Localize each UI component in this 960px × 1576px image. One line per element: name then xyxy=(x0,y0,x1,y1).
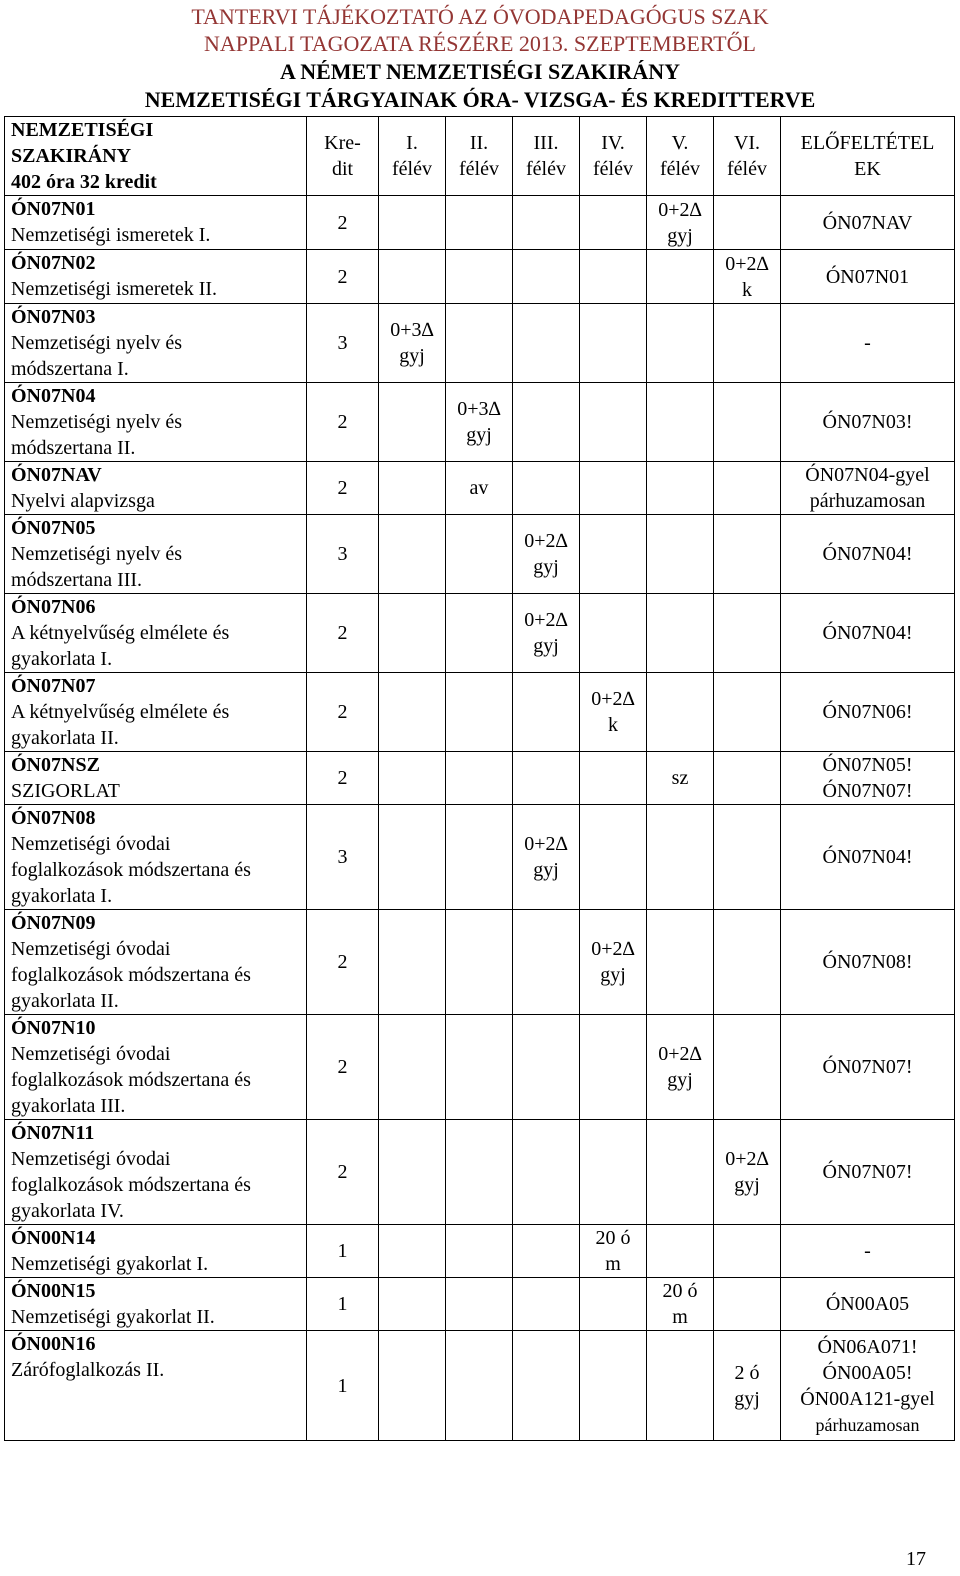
prerequisite-line: ÓN06A071! xyxy=(817,1335,918,1358)
semester-6-cell xyxy=(714,196,781,250)
semester-3-cell xyxy=(513,1015,580,1120)
semester-5-cell xyxy=(647,250,714,304)
kredit-cell: 2 xyxy=(307,383,379,462)
semester-5-cell xyxy=(647,594,714,673)
semester-3-cell xyxy=(513,304,580,383)
semester-5-cell xyxy=(647,1278,714,1331)
semester-2-cell xyxy=(446,910,513,1015)
table-row xyxy=(5,1331,955,1441)
semester-value-line: 0+2∆ xyxy=(725,1148,769,1170)
prerequisite-line: ÓN07N07! xyxy=(822,1161,913,1183)
semester-4-cell xyxy=(580,1015,647,1120)
semester-2-cell xyxy=(446,1015,513,1120)
prerequisite-cell xyxy=(781,304,955,383)
doc-title-line-2: NAPPALI TAGOZATA RÉSZÉRE 2013. SZEPTEMBERTŐL xyxy=(204,31,756,56)
semester-value-line: 0+2∆ xyxy=(658,198,702,221)
semester-4-cell xyxy=(580,752,647,805)
course-name-line: módszertana II. xyxy=(11,437,136,459)
course-code: ÓN07N02 xyxy=(11,252,96,274)
header-kredit-line-1: Kre- xyxy=(324,132,361,154)
prerequisite-cell xyxy=(781,383,955,462)
semester-5-cell xyxy=(647,462,714,515)
semester-value-line: 0+2∆ xyxy=(524,609,568,631)
semester-1-cell xyxy=(379,752,446,805)
header-semester-6 xyxy=(714,117,781,196)
kredit-cell: 2 xyxy=(307,1015,379,1120)
course-name-line: Nemzetiségi óvodai xyxy=(11,938,171,960)
semester-value-line: m xyxy=(672,1306,688,1328)
course-name-line: gyakorlata II. xyxy=(11,727,119,749)
semester-4-cell xyxy=(580,304,647,383)
semester-label: félév xyxy=(727,158,767,180)
course-cell xyxy=(5,515,307,594)
semester-value-line: gyj xyxy=(734,1387,760,1410)
semester-6-cell xyxy=(714,304,781,383)
course-code: ÓN00N15 xyxy=(11,1280,96,1302)
semester-1-cell xyxy=(379,1331,446,1441)
course-cell xyxy=(5,673,307,752)
kredit-cell: 1 xyxy=(307,1278,379,1331)
kredit-cell: 2 xyxy=(307,673,379,752)
semester-value-line: 0+2∆ xyxy=(591,688,635,710)
prerequisite-line: - xyxy=(864,332,871,354)
semester-2-cell xyxy=(446,515,513,594)
kredit-cell: 2 xyxy=(307,1120,379,1225)
semester-1-cell xyxy=(379,805,446,910)
header-kredit-line-2: dit xyxy=(331,158,354,180)
header-kredit-cell xyxy=(307,117,379,196)
semester-1-cell xyxy=(379,594,446,673)
semester-6-cell xyxy=(714,594,781,673)
course-code: ÓN07N03 xyxy=(11,306,96,328)
table-row xyxy=(5,250,955,304)
semester-2-cell xyxy=(446,1120,513,1225)
prerequisite-line: ÓN00A121-gyel xyxy=(800,1387,935,1410)
table-row xyxy=(5,910,955,1015)
semester-5-cell xyxy=(647,1120,714,1225)
semester-3-cell xyxy=(513,1278,580,1331)
prerequisite-line: ÓN07N04! xyxy=(822,622,913,644)
semester-6-cell xyxy=(714,752,781,805)
header-pre-line-2: EK xyxy=(854,158,881,180)
semester-1-cell xyxy=(379,304,446,383)
semester-num: V. xyxy=(671,132,689,154)
semester-6-cell xyxy=(714,515,781,594)
semester-1-cell xyxy=(379,910,446,1015)
prerequisite-line: ÓN07N04-gyel xyxy=(805,464,930,486)
semester-2-cell xyxy=(446,304,513,383)
semester-3-cell xyxy=(513,752,580,805)
semester-num: IV. xyxy=(601,132,625,154)
course-cell xyxy=(5,1331,307,1441)
semester-2-cell xyxy=(446,1331,513,1441)
course-name-line: A kétnyelvűség elmélete és xyxy=(11,622,230,644)
header-semester-5 xyxy=(647,117,714,196)
semester-2-cell xyxy=(446,673,513,752)
semester-3-cell xyxy=(513,515,580,594)
course-name-line: Nemzetiségi ismeretek II. xyxy=(11,278,218,300)
course-name-line: módszertana III. xyxy=(11,569,143,591)
semester-5-cell xyxy=(647,196,714,250)
course-name-line: Nemzetiségi ismeretek I. xyxy=(11,224,211,246)
table-row xyxy=(5,304,955,383)
table-row xyxy=(5,515,955,594)
header-semester-1 xyxy=(379,117,446,196)
prerequisite-line: - xyxy=(864,1240,871,1262)
course-name-line: Nemzetiségi óvodai xyxy=(11,833,171,855)
prerequisite-line: párhuzamosan xyxy=(815,1414,920,1435)
semester-value-line: 0+2∆ xyxy=(658,1043,702,1065)
semester-label: félév xyxy=(459,158,499,180)
prerequisite-line: ÓN00A05 xyxy=(825,1293,910,1315)
course-name-line: foglalkozások módszertana és xyxy=(11,964,251,986)
course-cell xyxy=(5,1015,307,1120)
kredit-cell: 3 xyxy=(307,304,379,383)
semester-4-cell xyxy=(580,1120,647,1225)
header-semester-3 xyxy=(513,117,580,196)
prerequisite-cell xyxy=(781,910,955,1015)
semester-4-cell xyxy=(580,594,647,673)
prerequisite-line: ÓN07N04! xyxy=(822,846,913,868)
semester-1-cell xyxy=(379,1015,446,1120)
course-name-line: Nemzetiségi óvodai xyxy=(11,1148,171,1170)
semester-2-cell xyxy=(446,752,513,805)
course-cell xyxy=(5,196,307,250)
semester-6-cell xyxy=(714,250,781,304)
kredit-cell: 2 xyxy=(307,594,379,673)
semester-3-cell xyxy=(513,462,580,515)
kredit-cell: 3 xyxy=(307,515,379,594)
course-cell xyxy=(5,304,307,383)
semester-3-cell xyxy=(513,594,580,673)
semester-value-line: av xyxy=(469,477,489,499)
table-row xyxy=(5,196,955,250)
semester-2-cell xyxy=(446,250,513,304)
prerequisite-cell xyxy=(781,1120,955,1225)
semester-6-cell xyxy=(714,1225,781,1278)
table-row xyxy=(5,805,955,910)
course-code: ÓN07N01 xyxy=(11,198,96,220)
semester-3-cell xyxy=(513,805,580,910)
semester-value-line: 20 ó xyxy=(595,1227,631,1249)
course-cell xyxy=(5,383,307,462)
course-name-line: Nemzetiségi gyakorlat I. xyxy=(11,1253,209,1275)
table-row xyxy=(5,1120,955,1225)
prerequisite-cell xyxy=(781,673,955,752)
course-name-line: foglalkozások módszertana és xyxy=(11,1174,251,1196)
semester-value-line: gyj xyxy=(734,1174,760,1196)
prerequisite-line: ÓN07N08! xyxy=(822,951,913,973)
prerequisite-line: ÓN07N06! xyxy=(822,701,913,723)
semester-2-cell xyxy=(446,383,513,462)
semester-5-cell xyxy=(647,752,714,805)
table-body xyxy=(5,196,955,1441)
course-cell xyxy=(5,752,307,805)
header-name-line-1: NEMZETISÉGI xyxy=(11,119,154,141)
table-row xyxy=(5,383,955,462)
prerequisite-cell xyxy=(781,752,955,805)
semester-4-cell xyxy=(580,1225,647,1278)
course-cell xyxy=(5,462,307,515)
semester-value-line: gyj xyxy=(399,345,425,367)
semester-value-line: 20 ó xyxy=(662,1280,698,1302)
course-name-line: Nemzetiségi nyelv és xyxy=(11,332,183,354)
semester-value-line: m xyxy=(605,1253,621,1275)
semester-5-cell xyxy=(647,1331,714,1441)
semester-5-cell xyxy=(647,673,714,752)
course-name-line: foglalkozások módszertana és xyxy=(11,859,251,881)
curriculum-table xyxy=(4,116,955,1441)
kredit-cell: 2 xyxy=(307,196,379,250)
semester-5-cell xyxy=(647,910,714,1015)
semester-3-cell xyxy=(513,910,580,1015)
semester-3-cell xyxy=(513,1225,580,1278)
prerequisite-cell xyxy=(781,1225,955,1278)
semester-5-cell xyxy=(647,805,714,910)
prerequisite-line: ÓN07N01 xyxy=(825,265,910,288)
header-semester-4 xyxy=(580,117,647,196)
prerequisite-cell xyxy=(781,594,955,673)
header-prerequisite-cell xyxy=(781,117,955,196)
semester-value-line: gyj xyxy=(466,424,492,446)
semester-2-cell xyxy=(446,196,513,250)
prerequisite-cell xyxy=(781,250,955,304)
semester-6-cell xyxy=(714,805,781,910)
course-name-line: foglalkozások módszertana és xyxy=(11,1069,251,1091)
doc-title-line-1: TANTERVI TÁJÉKOZTATÓ AZ ÓVODAPEDAGÓGUS SZAK xyxy=(191,4,769,29)
semester-6-cell xyxy=(714,1120,781,1225)
prerequisite-line: ÓN07N03! xyxy=(822,411,913,433)
semester-4-cell xyxy=(580,673,647,752)
semester-2-cell xyxy=(446,805,513,910)
semester-1-cell xyxy=(379,673,446,752)
semester-5-cell xyxy=(647,383,714,462)
semester-6-cell xyxy=(714,462,781,515)
course-code: ÓN07N10 xyxy=(11,1017,96,1039)
semester-num: II. xyxy=(469,132,489,154)
header-name-line-3: 402 óra 32 kredit xyxy=(11,171,157,193)
course-code: ÓN07N11 xyxy=(11,1122,95,1144)
doc-title-line-3: A NÉMET NEMZETISÉGI SZAKIRÁNY xyxy=(280,59,680,84)
prerequisite-line: ÓN07N04! xyxy=(822,543,913,565)
semester-4-cell xyxy=(580,805,647,910)
semester-1-cell xyxy=(379,196,446,250)
course-code: ÓN07N08 xyxy=(11,807,96,829)
semester-value-line: 2 ó xyxy=(734,1361,760,1384)
semester-4-cell xyxy=(580,250,647,304)
semester-3-cell xyxy=(513,250,580,304)
semester-num: III. xyxy=(533,132,559,154)
course-name-line: Nyelvi alapvizsga xyxy=(11,490,155,512)
table-row xyxy=(5,1278,955,1331)
semester-6-cell xyxy=(714,1278,781,1331)
prerequisite-line: ÓN07N07! xyxy=(822,780,913,802)
semester-value-line: 0+3∆ xyxy=(457,398,501,420)
course-name-line: módszertana I. xyxy=(11,358,129,380)
course-cell xyxy=(5,805,307,910)
semester-5-cell xyxy=(647,1225,714,1278)
semester-6-cell xyxy=(714,910,781,1015)
kredit-cell: 2 xyxy=(307,462,379,515)
semester-4-cell xyxy=(580,196,647,250)
semester-6-cell xyxy=(714,673,781,752)
semester-4-cell xyxy=(580,1331,647,1441)
kredit-cell: 3 xyxy=(307,805,379,910)
semester-label: félév xyxy=(593,158,633,180)
semester-3-cell xyxy=(513,1120,580,1225)
prerequisite-cell xyxy=(781,515,955,594)
prerequisite-line: ÓN00A05! xyxy=(822,1361,913,1384)
semester-5-cell xyxy=(647,515,714,594)
kredit-cell: 2 xyxy=(307,910,379,1015)
semester-value-line: k xyxy=(608,714,618,736)
kredit-cell: 1 xyxy=(307,1331,379,1441)
course-code: ÓN07NAV xyxy=(11,464,102,486)
prerequisite-line: ÓN07N07! xyxy=(822,1056,913,1078)
course-name-line: gyakorlata I. xyxy=(11,885,113,907)
semester-4-cell xyxy=(580,1278,647,1331)
course-code: ÓN07NSZ xyxy=(11,754,100,776)
semester-value-line: 0+2∆ xyxy=(524,833,568,855)
course-code: ÓN07N05 xyxy=(11,517,96,539)
course-code: ÓN00N16 xyxy=(11,1333,96,1355)
course-code: ÓN00N14 xyxy=(11,1227,96,1249)
course-name-line: Nemzetiségi nyelv és xyxy=(11,543,183,565)
course-name-line: Nemzetiségi óvodai xyxy=(11,1043,171,1065)
semester-2-cell xyxy=(446,594,513,673)
prerequisite-line: ÓN07NAV xyxy=(822,211,913,234)
prerequisite-line: ÓN07N05! xyxy=(822,754,913,776)
prerequisite-cell xyxy=(781,1278,955,1331)
course-name-line: gyakorlata I. xyxy=(11,648,113,670)
semester-1-cell xyxy=(379,383,446,462)
semester-num: VI. xyxy=(733,132,761,154)
header-subject-cell xyxy=(5,117,307,196)
semester-value-line: sz xyxy=(671,767,689,789)
course-code: ÓN07N06 xyxy=(11,596,96,618)
semester-3-cell xyxy=(513,383,580,462)
semester-label: félév xyxy=(526,158,566,180)
prerequisite-cell xyxy=(781,805,955,910)
semester-value-line: gyj xyxy=(533,556,559,578)
prerequisite-cell xyxy=(781,1331,955,1441)
semester-1-cell xyxy=(379,462,446,515)
prerequisite-cell xyxy=(781,196,955,250)
table-row xyxy=(5,673,955,752)
semester-value-line: gyj xyxy=(533,859,559,881)
course-cell xyxy=(5,1278,307,1331)
semester-1-cell xyxy=(379,515,446,594)
table-header-row xyxy=(5,117,955,196)
course-code: ÓN07N07 xyxy=(11,675,96,697)
semester-3-cell xyxy=(513,673,580,752)
header-semester-2 xyxy=(446,117,513,196)
course-cell xyxy=(5,250,307,304)
semester-4-cell xyxy=(580,383,647,462)
semester-5-cell xyxy=(647,1015,714,1120)
prerequisite-line: párhuzamosan xyxy=(809,490,926,512)
semester-6-cell xyxy=(714,1015,781,1120)
header-name-line-2: SZAKIRÁNY xyxy=(11,145,132,167)
semester-2-cell xyxy=(446,462,513,515)
semester-value-line: gyj xyxy=(533,635,559,657)
table-row xyxy=(5,752,955,805)
course-name-line: A kétnyelvűség elmélete és xyxy=(11,701,230,723)
kredit-cell: 2 xyxy=(307,752,379,805)
semester-1-cell xyxy=(379,1225,446,1278)
semester-value-line: 0+3∆ xyxy=(390,319,434,341)
kredit-cell: 1 xyxy=(307,1225,379,1278)
semester-3-cell xyxy=(513,196,580,250)
table-row xyxy=(5,594,955,673)
table-row xyxy=(5,462,955,515)
course-name-line: gyakorlata III. xyxy=(11,1095,126,1117)
semester-4-cell xyxy=(580,515,647,594)
semester-num: I. xyxy=(406,132,418,154)
course-code: ÓN07N09 xyxy=(11,912,96,934)
page-number: 17 xyxy=(906,1548,926,1570)
semester-4-cell xyxy=(580,462,647,515)
prerequisite-cell xyxy=(781,1015,955,1120)
semester-4-cell xyxy=(580,910,647,1015)
table-row xyxy=(5,1015,955,1120)
doc-title-line-4: NEMZETISÉGI TÁRGYAINAK ÓRA- VIZSGA- ÉS KREDITTERVE xyxy=(144,87,816,112)
table-row xyxy=(5,1225,955,1278)
prerequisite-cell xyxy=(781,462,955,515)
semester-value-line: gyj xyxy=(667,1069,693,1091)
kredit-cell: 2 xyxy=(307,250,379,304)
course-name-line: gyakorlata IV. xyxy=(11,1200,124,1222)
course-name-line: gyakorlata II. xyxy=(11,990,119,1012)
semester-value-line: 0+2∆ xyxy=(591,938,635,960)
course-name-line: Nemzetiségi gyakorlat II. xyxy=(11,1306,215,1328)
semester-2-cell xyxy=(446,1225,513,1278)
semester-3-cell xyxy=(513,1331,580,1441)
semester-6-cell xyxy=(714,1331,781,1441)
course-cell xyxy=(5,594,307,673)
semester-1-cell xyxy=(379,1278,446,1331)
semester-value-line: 0+2∆ xyxy=(524,530,568,552)
course-cell xyxy=(5,1120,307,1225)
semester-6-cell xyxy=(714,383,781,462)
course-name-line: Zárófoglalkozás II. xyxy=(11,1359,165,1381)
semester-label: félév xyxy=(660,158,700,180)
semester-value-line: 0+2∆ xyxy=(725,252,769,275)
semester-value-line: k xyxy=(742,278,752,301)
semester-2-cell xyxy=(446,1278,513,1331)
semester-5-cell xyxy=(647,304,714,383)
semester-1-cell xyxy=(379,250,446,304)
course-cell xyxy=(5,910,307,1015)
header-pre-line-1: ELŐFELTÉTEL xyxy=(800,132,935,154)
course-name-line: Nemzetiségi nyelv és xyxy=(11,411,183,433)
semester-value-line: gyj xyxy=(667,224,693,247)
semester-value-line: gyj xyxy=(600,964,626,986)
course-code: ÓN07N04 xyxy=(11,385,96,407)
course-name-line: SZIGORLAT xyxy=(11,780,120,802)
semester-1-cell xyxy=(379,1120,446,1225)
semester-label: félév xyxy=(392,158,432,180)
course-cell xyxy=(5,1225,307,1278)
